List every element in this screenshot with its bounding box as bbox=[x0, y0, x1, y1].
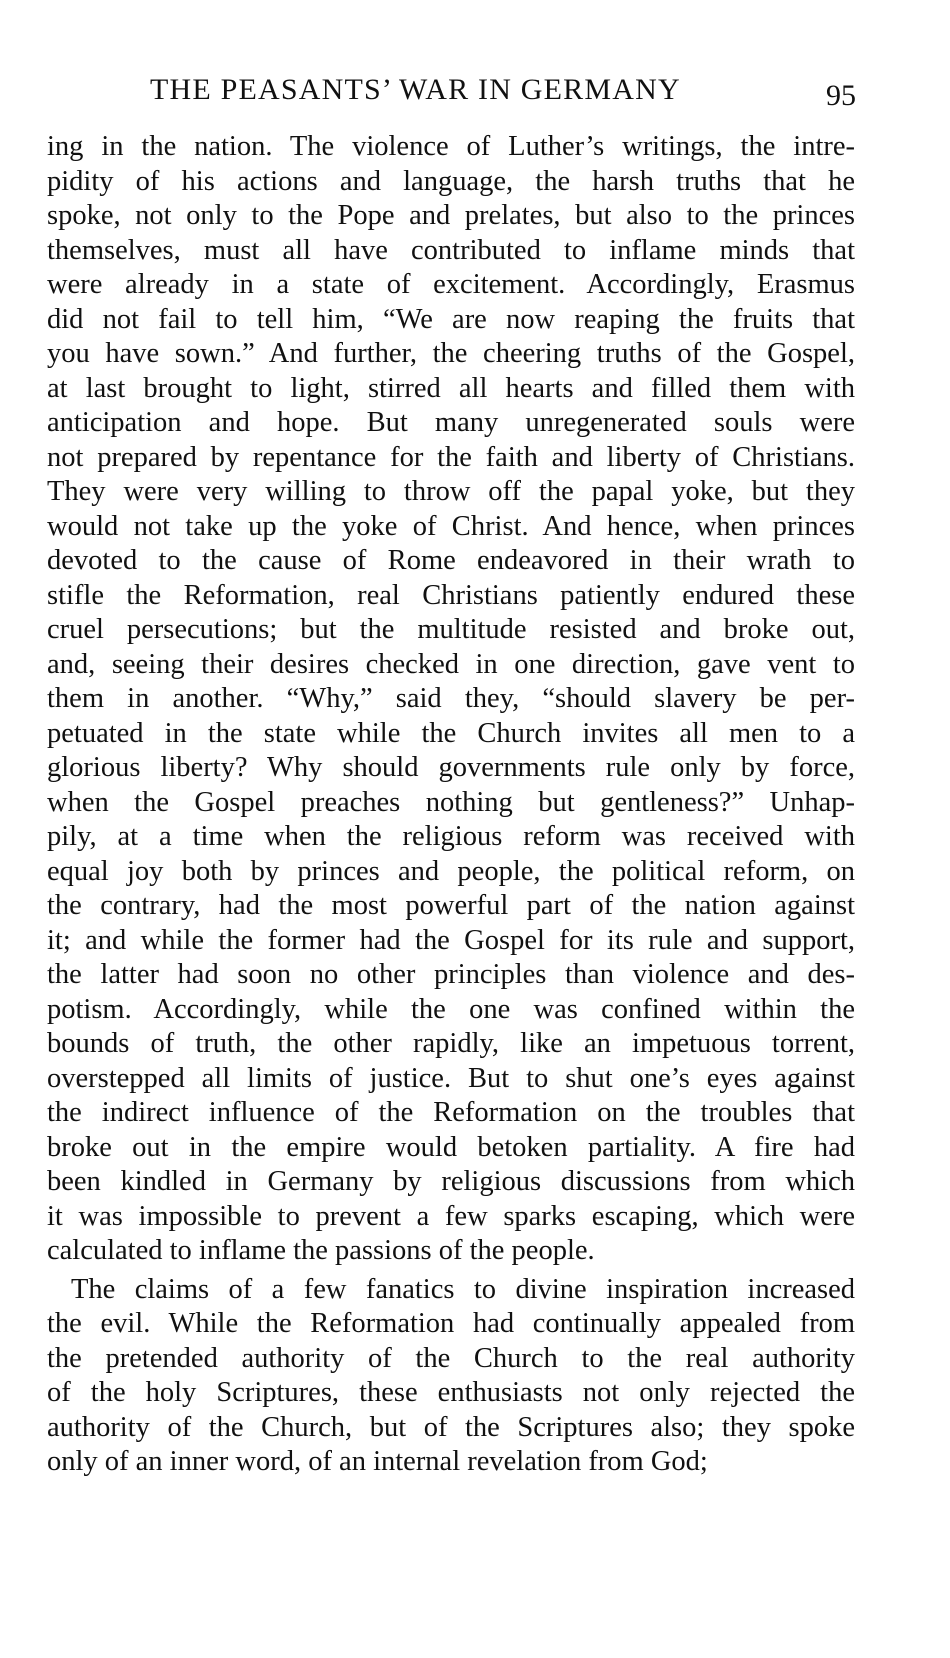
running-title: THE PEASANTS’ WAR IN GERMANY bbox=[150, 73, 681, 106]
text-line: and, seeing their desires checked in one direction, gave vent to bbox=[47, 648, 855, 680]
text-line: you have sown.” And further, the cheering truths of the Gospel, bbox=[47, 338, 855, 369]
text-line: themselves, must all have contributed to inflame minds that bbox=[47, 234, 855, 266]
paragraph-2 bbox=[47, 1273, 855, 1480]
page-number: 95 bbox=[826, 79, 856, 112]
running-head bbox=[0, 72, 950, 116]
text-line: The claims of a few fanatics to divine inspiration increased bbox=[71, 1273, 855, 1305]
text-line: calculated to inflame the passions of the people. bbox=[47, 1235, 595, 1266]
text-line: only of an inner word, of an internal revelation from God; bbox=[47, 1446, 708, 1477]
text-line: of the holy Scriptures, these enthusiasts not only rejected the bbox=[47, 1377, 855, 1408]
text-line: did not fail to tell him, “We are now reaping the fruits that bbox=[47, 303, 855, 335]
text-line: pily, at a time when the religious reform was received with bbox=[47, 821, 855, 852]
text-line: it was impossible to prevent a few sparks escaping, which were bbox=[47, 1200, 855, 1232]
text-line: glorious liberty? Why should governments rule only by force, bbox=[47, 752, 855, 783]
text-line: broke out in the empire would betoken partiality. A fire had bbox=[47, 1131, 855, 1163]
text-line: been kindled in Germany by religious discussions from which bbox=[47, 1166, 855, 1197]
text-line: equal joy both by princes and people, the political reform, on bbox=[47, 855, 855, 887]
text-line: They were very willing to throw off the papal yoke, but they bbox=[47, 476, 855, 507]
text-line: anticipation and hope. But many unregenerated souls were bbox=[47, 407, 855, 438]
text-line: the evil. While the Reformation had continually appealed from bbox=[47, 1308, 855, 1339]
text-line: stifle the Reformation, real Christians patiently endured these bbox=[47, 579, 855, 611]
text-line: overstepped all limits of justice. But to shut one’s eyes against bbox=[47, 1062, 855, 1094]
text-line: the contrary, had the most powerful part of the nation against bbox=[47, 890, 855, 921]
body-text bbox=[47, 130, 855, 1480]
text-line: devoted to the cause of Rome endeavored in their wrath to bbox=[47, 545, 855, 576]
text-line: the indirect influence of the Reformation on the troubles that bbox=[47, 1097, 855, 1128]
text-line: them in another. “Why,” said they, “should slavery be per- bbox=[47, 683, 855, 714]
paragraph-1 bbox=[47, 130, 855, 1269]
text-line: cruel persecutions; but the multitude resisted and broke out, bbox=[47, 614, 855, 645]
text-line: were already in a state of excitement. Accordingly, Erasmus bbox=[47, 269, 855, 300]
text-line: it; and while the former had the Gospel for its rule and support, bbox=[47, 924, 855, 956]
text-line: ing in the nation. The violence of Luther’s writings, the intre- bbox=[47, 131, 855, 162]
text-line: bounds of truth, the other rapidly, like an impetuous torrent, bbox=[47, 1028, 855, 1059]
text-line: pidity of his actions and language, the harsh truths that he bbox=[47, 165, 855, 197]
text-line: the pretended authority of the Church to the real authority bbox=[47, 1342, 855, 1374]
text-line: at last brought to light, stirred all hearts and filled them with bbox=[47, 372, 855, 404]
text-line: petuated in the state while the Church invites all men to a bbox=[47, 717, 855, 749]
text-line: authority of the Church, but of the Scriptures also; they spoke bbox=[47, 1411, 855, 1443]
text-line: when the Gospel preaches nothing but gentleness?” Unhap- bbox=[47, 786, 855, 818]
text-line: potism. Accordingly, while the one was confined within the bbox=[47, 993, 855, 1025]
text-line: would not take up the yoke of Christ. And hence, when princes bbox=[47, 510, 855, 542]
text-line: the latter had soon no other principles than violence and des- bbox=[47, 959, 855, 990]
text-line: not prepared by repentance for the faith and liberty of Christians. bbox=[47, 441, 855, 473]
text-line: spoke, not only to the Pope and prelates, but also to the princes bbox=[47, 200, 855, 231]
